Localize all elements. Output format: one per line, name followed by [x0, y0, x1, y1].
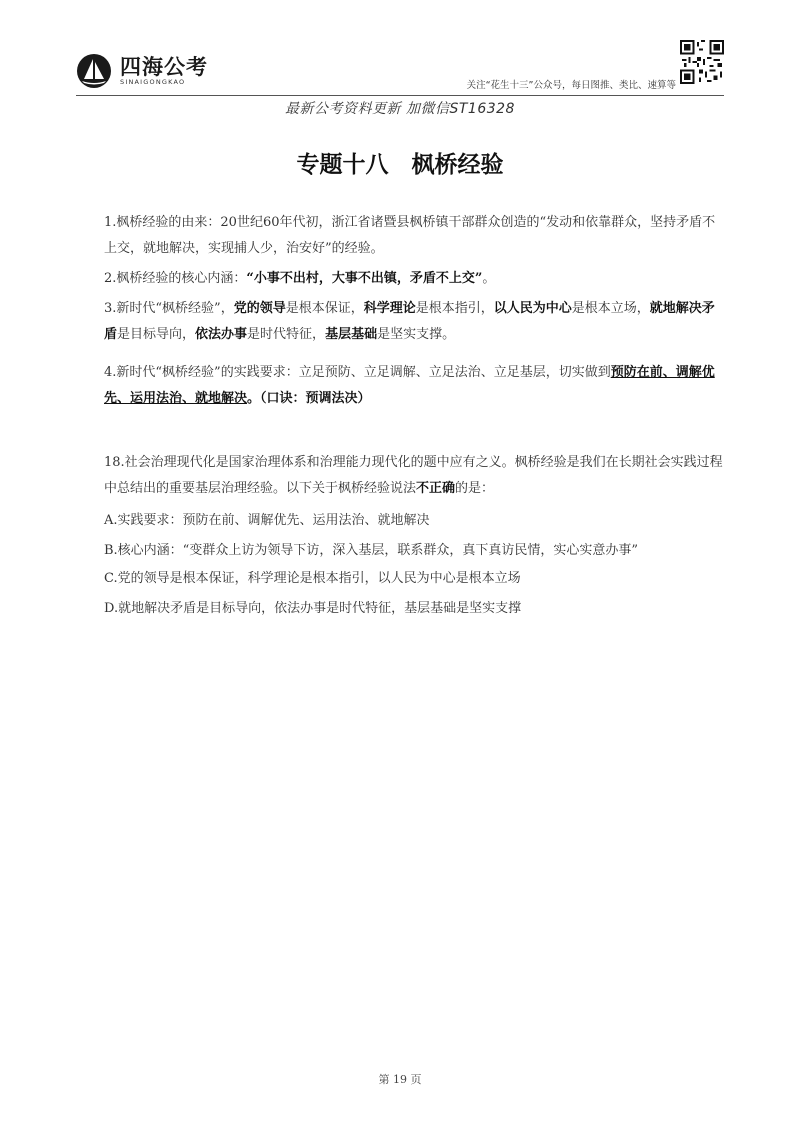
bold-term: 预防在前、调解优先、运用法治、就地解决 — [104, 365, 715, 406]
update-notice: 最新公考资料更新 加微信ST16328 — [285, 101, 515, 117]
option-a: A.实践要求：预防在前、调解优先、运用法治、就地解决 — [104, 513, 430, 528]
page-title: 专题十八 枫桥经验 — [296, 152, 504, 178]
bold-term: 以人民为中心 — [493, 301, 572, 316]
follow-notice: 关注“花生十三”公众号，每日图推、类比、速算等 — [466, 80, 676, 91]
header-rule — [76, 95, 724, 96]
page-number: 第 19 页 — [378, 1073, 422, 1086]
point-core-end: 。 — [482, 271, 496, 286]
text-span: 3.新时代“枫桥经验”， — [104, 301, 234, 316]
bold-term: 科学理论 — [363, 301, 416, 316]
option-b: B.核心内涵：“变群众上访为领导下访，深入基层，联系群众，真下真访民情，实心实意办事” — [104, 543, 638, 558]
point-origin-text: 1.枫桥经验的由来：20世纪60年代初，浙江省诸暨县枫桥镇干部群众创造的“发动和依靠群众，坚持矛盾不上交，就地解决，实现捕人少，治安好”的经验。 — [104, 215, 716, 256]
point-new-era — [104, 296, 724, 348]
text-span: 是坚实支撑。 — [377, 327, 456, 342]
brand-logo — [76, 53, 208, 89]
point-origin — [104, 210, 724, 262]
text-span: 18.社会治理现代化是国家治理体系和治理能力现代化的题中应有之义。枫桥经验是我们在长期社会实践过程中总结出的重要基层治理经验。以下关于枫桥经验说法 — [104, 455, 723, 496]
sail-logo-icon — [76, 53, 112, 89]
page-header — [76, 40, 724, 96]
bold-term: 不正确 — [416, 481, 456, 496]
text-span: 4.新时代“枫桥经验”的实践要求：立足预防、立足调解、立足法治、立足基层，切实做到 — [104, 365, 611, 380]
logo-english-name: SINAIGONGKAO — [120, 77, 186, 86]
option-d: D.就地解决矛盾是目标导向，依法办事是时代特征，基层基础是坚实支撑 — [104, 601, 522, 616]
bold-term: 依法办事 — [195, 327, 248, 342]
question-stem — [104, 450, 724, 502]
text-span: 是时代特征， — [247, 327, 326, 342]
point-core-connotation — [104, 266, 724, 292]
logo-chinese-name: 四海公考 — [120, 54, 208, 79]
text-span: 是根本保证， — [285, 301, 364, 316]
text-span: 的是： — [455, 481, 495, 496]
bold-term: 基层基础 — [325, 327, 378, 342]
point-core-quote: “小事不出村，大事不出镇，矛盾不上交” — [246, 271, 483, 286]
qr-code-icon — [680, 40, 724, 84]
option-c: C.党的领导是根本保证，科学理论是根本指引，以人民为中心是根本立场 — [104, 571, 521, 586]
mnemonic: 。（口诀：预调法决） — [247, 391, 371, 406]
text-span: 是目标导向， — [117, 327, 196, 342]
point-practice — [104, 360, 724, 412]
bold-term: 党的领导 — [233, 301, 286, 316]
bold-term: 就地解决矛盾 — [104, 301, 715, 342]
text-span: 是根本立场， — [571, 301, 650, 316]
point-core-label: 2.枫桥经验的核心内涵： — [104, 271, 247, 286]
text-span: 是根本指引， — [415, 301, 494, 316]
